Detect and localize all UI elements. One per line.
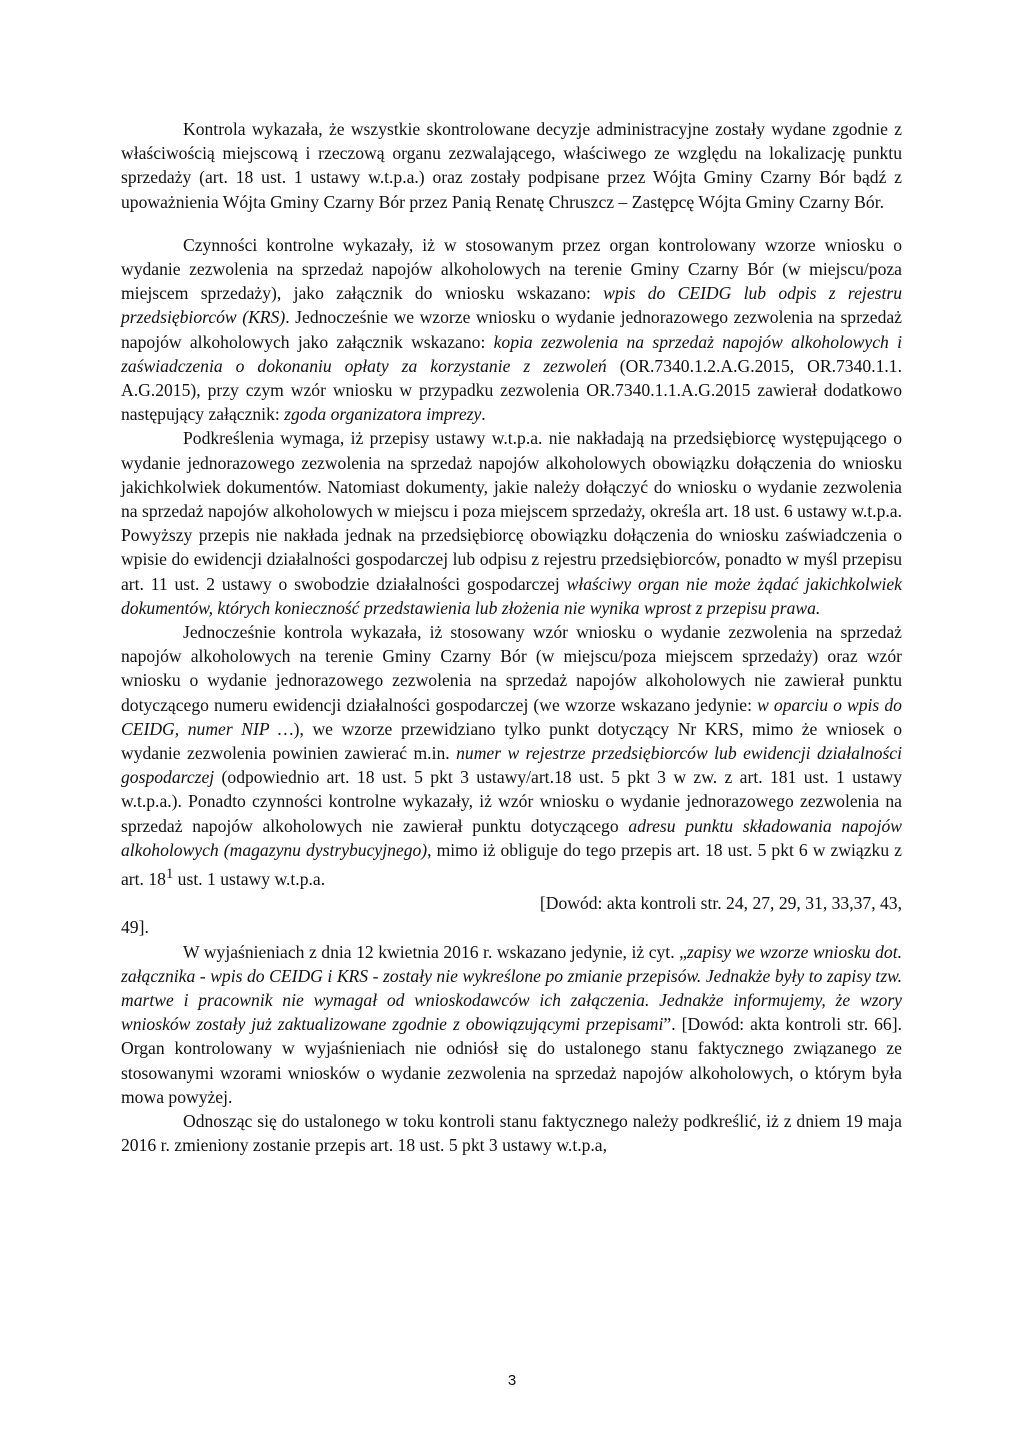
superscript: 1 <box>165 866 174 883</box>
paragraph <box>121 1109 902 1157</box>
paragraph <box>121 620 902 891</box>
paragraph <box>121 117 902 214</box>
text-run: Odnosząc się do ustalonego w toku kontroli stanu faktycznego należy podkreślić, iż z dniem 19 maja 2016 r. zmieniony zostanie przepis art. 18 ust. 5 pkt 3 ustawy w.t.p.a, <box>121 1110 902 1156</box>
evidence-reference-end <box>121 915 902 939</box>
italic-text-run: numer w rejestrze przedsiębiorców lub ewidencji działalności gospodarczej <box>121 743 902 788</box>
text-run: ust. 1 ustawy w.t.p.a. <box>173 868 326 889</box>
italic-text-run: zapisy we wzorze wniosku dot. załącznika - wpis do CEIDG i KRS - zostały nie wykreślone po zmianie przepisów. Jednakże były to zapisy tzw. martwe i pracownik nie wymagał od wnioskodawców ich załączenia. Jednakże informujemy, że wzory wniosków zostały już zaktualizowane zgodnie z obowiązującymi przepisami <box>121 941 902 1035</box>
text-run: ”. [Dowód: akta kontroli str. 66]. Organ kontrolowany w wyjaśnieniach nie odniósł się do ustalonego stanu faktycznego związanego ze stosowanymi wzorami wniosków o wydanie zezwolenia na sprzedaż napojów alkoholowych, o którym była mowa powyżej. <box>121 1014 902 1107</box>
text-run: Jednocześnie kontrola wykazała, iż stosowany wzór wniosku o wydanie zezwolenia na sprzedaż napojów alkoholowych na terenie Gminy Czarny Bór (w miejscu/poza miejscem sprzedaży) oraz wzór wniosku o wydanie jednorazowego zezwolenia na sprzedaż napojów alkoholowych nie zawierał punktu dotyczącego numeru ewidencji działalności gospodarczej (we wzorze wskazano jedynie: <box>121 622 902 715</box>
text-run: Kontrola wykazała, że wszystkie skontrolowane decyzje administracyjne zostały wydane zgodnie z właściwością miejscową i rzeczową organu zezwalającego, właściwego ze względu na lokalizację punktu sprzedaży (art. 18 ust. 1 ustawy w.t.p.a.) oraz zostały podpisane przez Wójta Gminy Czarny Bór bądź z upoważnienia Wójta Gminy Czarny Bór przez Panią Renatę Chruszcz – Zastępcę Wójta Gminy Czarny Bór. <box>121 119 902 212</box>
italic-text-run: właściwy organ nie może żądać jakichkolwiek dokumentów, których konieczność przedstawienia lub złożenia nie wynika wprost z przepisu prawa. <box>121 573 902 618</box>
italic-text-run: zgoda organizatora imprezy <box>284 404 482 425</box>
page-number: 3 <box>507 1372 517 1389</box>
italic-text-run: kopia zezwolenia na sprzedaż napojów alkoholowych i zaświadczenia o dokonaniu opłaty za korzystanie z zezwoleń <box>121 331 902 376</box>
italic-text-run: w oparciu o wpis do CEIDG, numer NIP … <box>121 694 902 739</box>
paragraph <box>121 426 902 620</box>
text-run: ), we wzorze przewidziano tylko punkt dotyczący Nr KRS, mimo że wniosek o wydanie zezwolenia powinien zawierać m.in. <box>121 718 903 764</box>
paragraph <box>121 233 902 427</box>
italic-text-run: wpis do CEIDG lub odpis z rejestru przedsiębiorców (KRS) <box>121 283 903 328</box>
italic-text-run: adresu punktu składowania napojów alkoholowych (magazynu dystrybucyjnego) <box>121 815 902 860</box>
text-run: . Jednocześnie we wzorze wniosku o wydanie jednorazowego zezwolenia na sprzedaż napojów alkoholowych jako załącznik wskazano: <box>121 307 902 352</box>
text-run: Podkreślenia wymaga, iż przepisy ustawy w.t.p.a. nie nakładają na przedsiębiorcę występującego o wydanie jednorazowego zezwolenia na sprzedaż napojów alkoholowych obowiązku dołączenia do wniosku jakichkolwiek dokumentów. Natomiast dokumenty, jakie należy dołączyć do wniosku o wydanie zezwolenia na sprzedaż napojów alkoholowych w miejscu i poza miejscem sprzedaży, określa art. 18 ust. 6 ustawy w.t.p.a. Powyższy przepis nie nakłada jednak na przedsiębiorcę obowiązku dołączenia do wniosku zaświadczenia o wpisie do ewidencji działalności gospodarczej lub odpisu z rejestru przedsiębiorców, ponadto w myśl przepisu art. 11 ust. 2 ustawy o swobodzie działalności gospodarczej <box>121 428 902 594</box>
text-run: 49]. <box>121 917 149 938</box>
text-run: [Dowód: akta kontroli str. 24, 27, 29, 31, 33,37, 43, <box>539 893 902 914</box>
text-run: Czynności kontrolne wykazały, iż w stosowanym przez organ kontrolowany wzorze wniosku o wydanie zezwolenia na sprzedaż napojów alkoholowych na terenie Gminy Czarny Bór (w miejscu/poza miejscem sprzedaży), jako załącznik do wniosku wskazano: <box>121 234 902 304</box>
text-run: (OR.7340.1.2.A.G.2015, OR.7340.1.1. A.G.2015), przy czym wzór wniosku w przypadku zezwolenia OR.7340.1.1.A.G.2015 zawierał dodatkowo następujący załącznik: <box>121 355 902 425</box>
evidence-reference <box>121 891 902 915</box>
text-run: W wyjaśnieniach z dnia 12 kwietnia 2016 r. wskazano jedynie, iż cyt. „ <box>183 941 687 962</box>
text-run: . <box>481 404 486 425</box>
paragraph <box>121 940 902 1109</box>
text-run: (odpowiednio art. 18 ust. 5 pkt 3 ustawy/art.18 ust. 5 pkt 3 w zw. z art. 181 ust. 1 ustawy w.t.p.a.). Ponadto czynności kontrolne wykazały, iż wzór wniosku o wydanie jednorazowego zezwolenia na sprzedaż napojów alkoholowych nie zawierał punktu dotyczącego <box>121 767 902 836</box>
document-body <box>121 117 902 1157</box>
text-run: , mimo iż obliguje do tego przepis art. 18 ust. 5 pkt 6 w związku z art. 18 <box>121 839 902 889</box>
